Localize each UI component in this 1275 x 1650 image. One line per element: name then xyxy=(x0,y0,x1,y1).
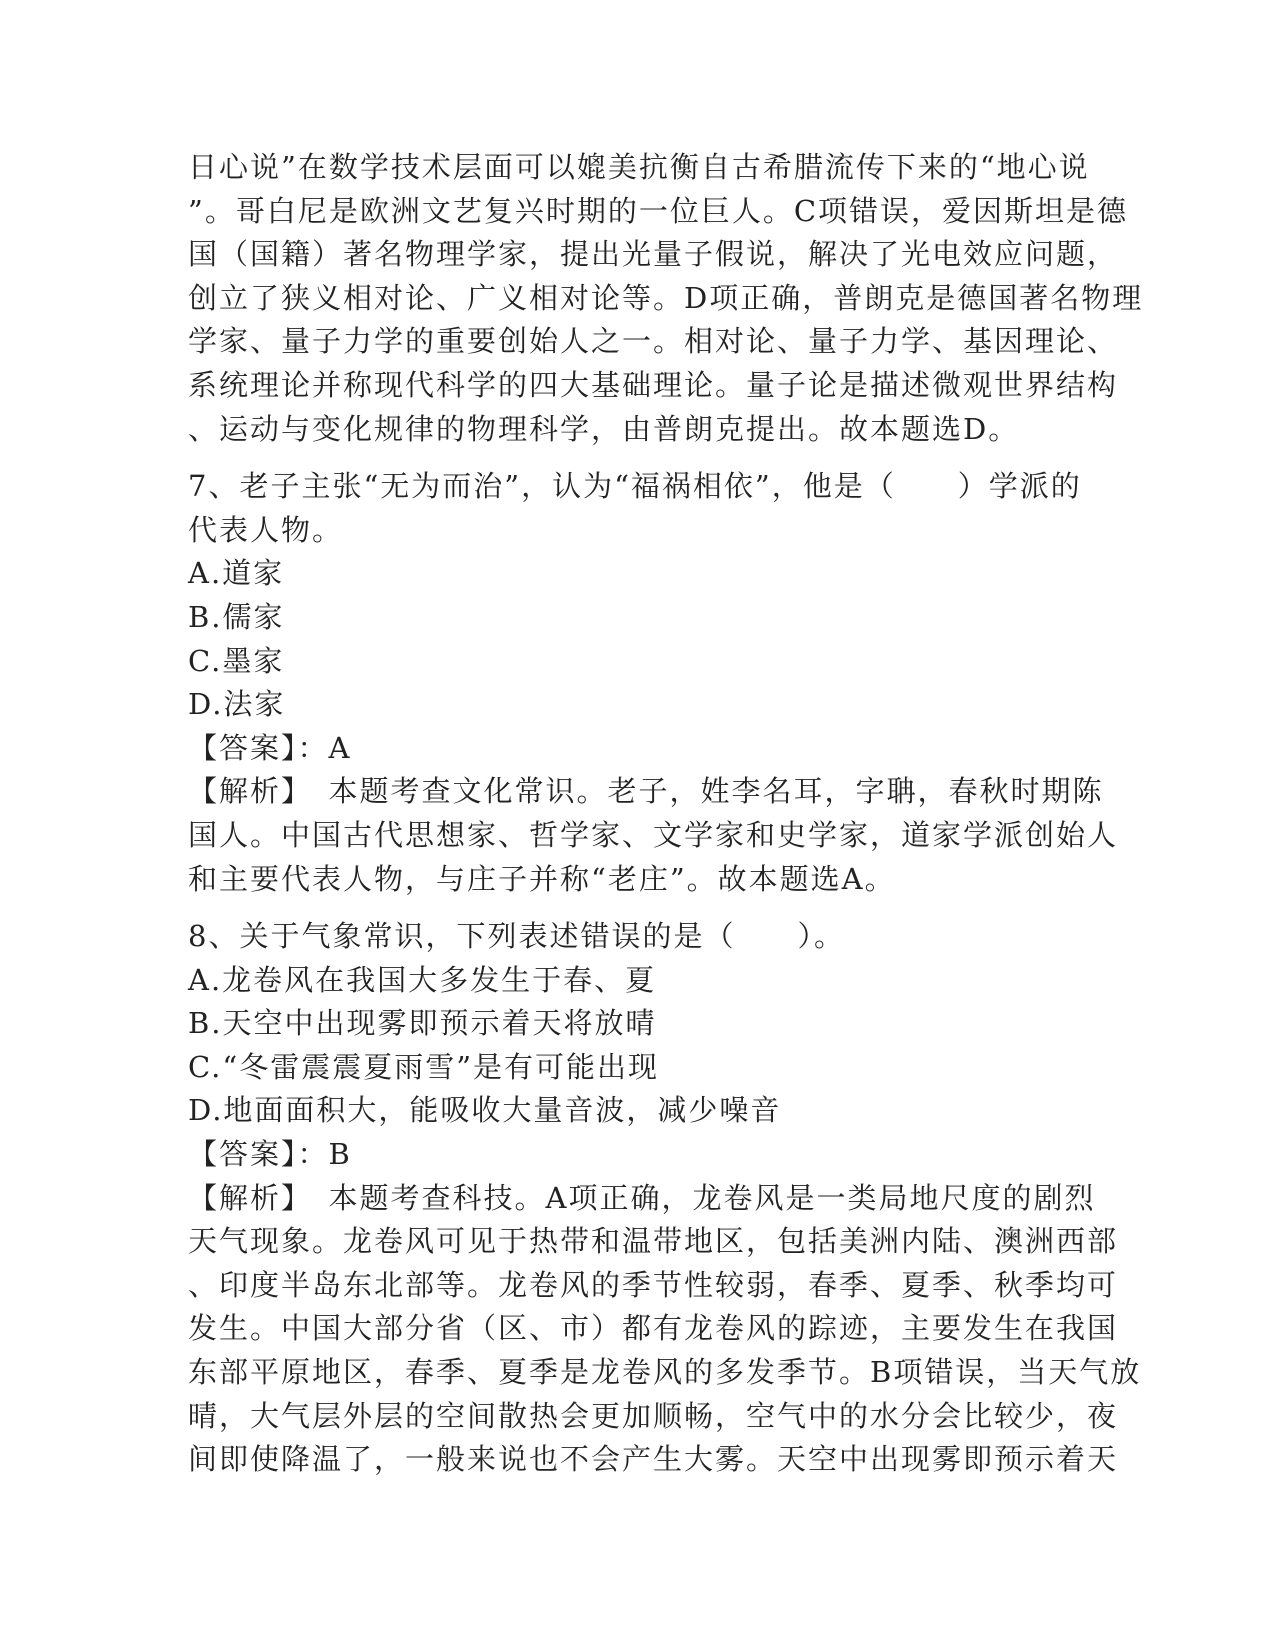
analysis-line: 和主要代表人物，与庄子并称“老庄”。故本题选A。 xyxy=(188,861,896,896)
analysis-line: 东部平原地区，春季、夏季是龙卷风的多发季节。B项错误，当天气放 xyxy=(188,1355,1142,1390)
analysis-line: 天气现象。龙卷风可见于热带和温带地区，包括美洲内陆、澳洲西部 xyxy=(188,1224,1119,1259)
option-d: D.法家 xyxy=(188,687,286,722)
question-text: 8、关于气象常识，下列表述错误的是（ ）。 xyxy=(188,919,845,954)
previous-analysis-continuation xyxy=(188,146,1144,451)
option-c: C.墨家 xyxy=(188,643,285,678)
analysis-line: 【解析】 本题考查文化常识。老子，姓李名耳，字聃，春秋时期陈 xyxy=(188,774,1104,809)
spacer xyxy=(188,901,1088,915)
document-page xyxy=(188,146,1144,1482)
question-text: 7、老子主张“无为而治”，认为“福祸相依”，他是（ ）学派的 xyxy=(188,469,1082,504)
answer-line: 【答案】：A xyxy=(188,730,352,765)
question-7 xyxy=(188,465,1119,901)
option-b: B.天空中出现雾即预示着天将放晴 xyxy=(188,1006,657,1041)
paragraph-line: 、运动与变化规律的物理科学，由普朗克提出。故本题选D。 xyxy=(188,411,1020,446)
analysis-line: 、印度半岛东北部等。龙卷风的季节性较弱，春季、夏季、秋季均可 xyxy=(188,1267,1119,1302)
option-c: C.“冬雷震震夏雨雪”是有可能出现 xyxy=(188,1049,660,1084)
analysis-line: 发生。中国大部分省（区、市）都有龙卷风的踪迹，主要发生在我国 xyxy=(188,1311,1119,1346)
paragraph-line: 日心说”在数学技术层面可以媲美抗衡自古希腊流传下来的“地心说 xyxy=(188,150,1090,184)
analysis-line: 间即使降温了，一般来说也不会产生大雾。天空中出现雾即预示着天 xyxy=(188,1442,1119,1477)
spacer xyxy=(188,451,1088,465)
option-a: A.道家 xyxy=(188,556,285,591)
question-8 xyxy=(188,915,1142,1482)
option-a: A.龙卷风在我国大多发生于春、夏 xyxy=(188,962,657,997)
analysis-line: 国人。中国古代思想家、哲学家、文学家和史学家，道家学派创始人 xyxy=(188,817,1119,852)
paragraph-line: ”。哥白尼是欧洲文艺复兴时期的一位巨人。C项错误，爱因斯坦是德 xyxy=(188,193,1129,228)
paragraph-line: 创立了狭义相对论、广义相对论等。D项正确，普朗克是德国著名物理 xyxy=(188,280,1144,315)
paragraph-line: 学家、量子力学的重要创始人之一。相对论、量子力学、基因理论、 xyxy=(188,324,1119,359)
paragraph-line: 国（国籍）著名物理学家，提出光量子假说，解决了光电效应问题， xyxy=(188,237,1119,272)
question-text: 代表人物。 xyxy=(188,512,344,547)
answer-line: 【答案】：B xyxy=(188,1137,352,1172)
analysis-line: 晴，大气层外层的空间散热会更加顺畅，空气中的水分会比较少，夜 xyxy=(188,1398,1119,1433)
paragraph-line: 系统理论并称现代科学的四大基础理论。量子论是描述微观世界结构 xyxy=(188,367,1119,402)
option-d: D.地面面积大，能吸收大量音波，减少噪音 xyxy=(188,1093,782,1128)
option-b: B.儒家 xyxy=(188,599,285,634)
analysis-line: 【解析】 本题考查科技。A项正确，龙卷风是一类局地尺度的剧烈 xyxy=(188,1180,1096,1215)
